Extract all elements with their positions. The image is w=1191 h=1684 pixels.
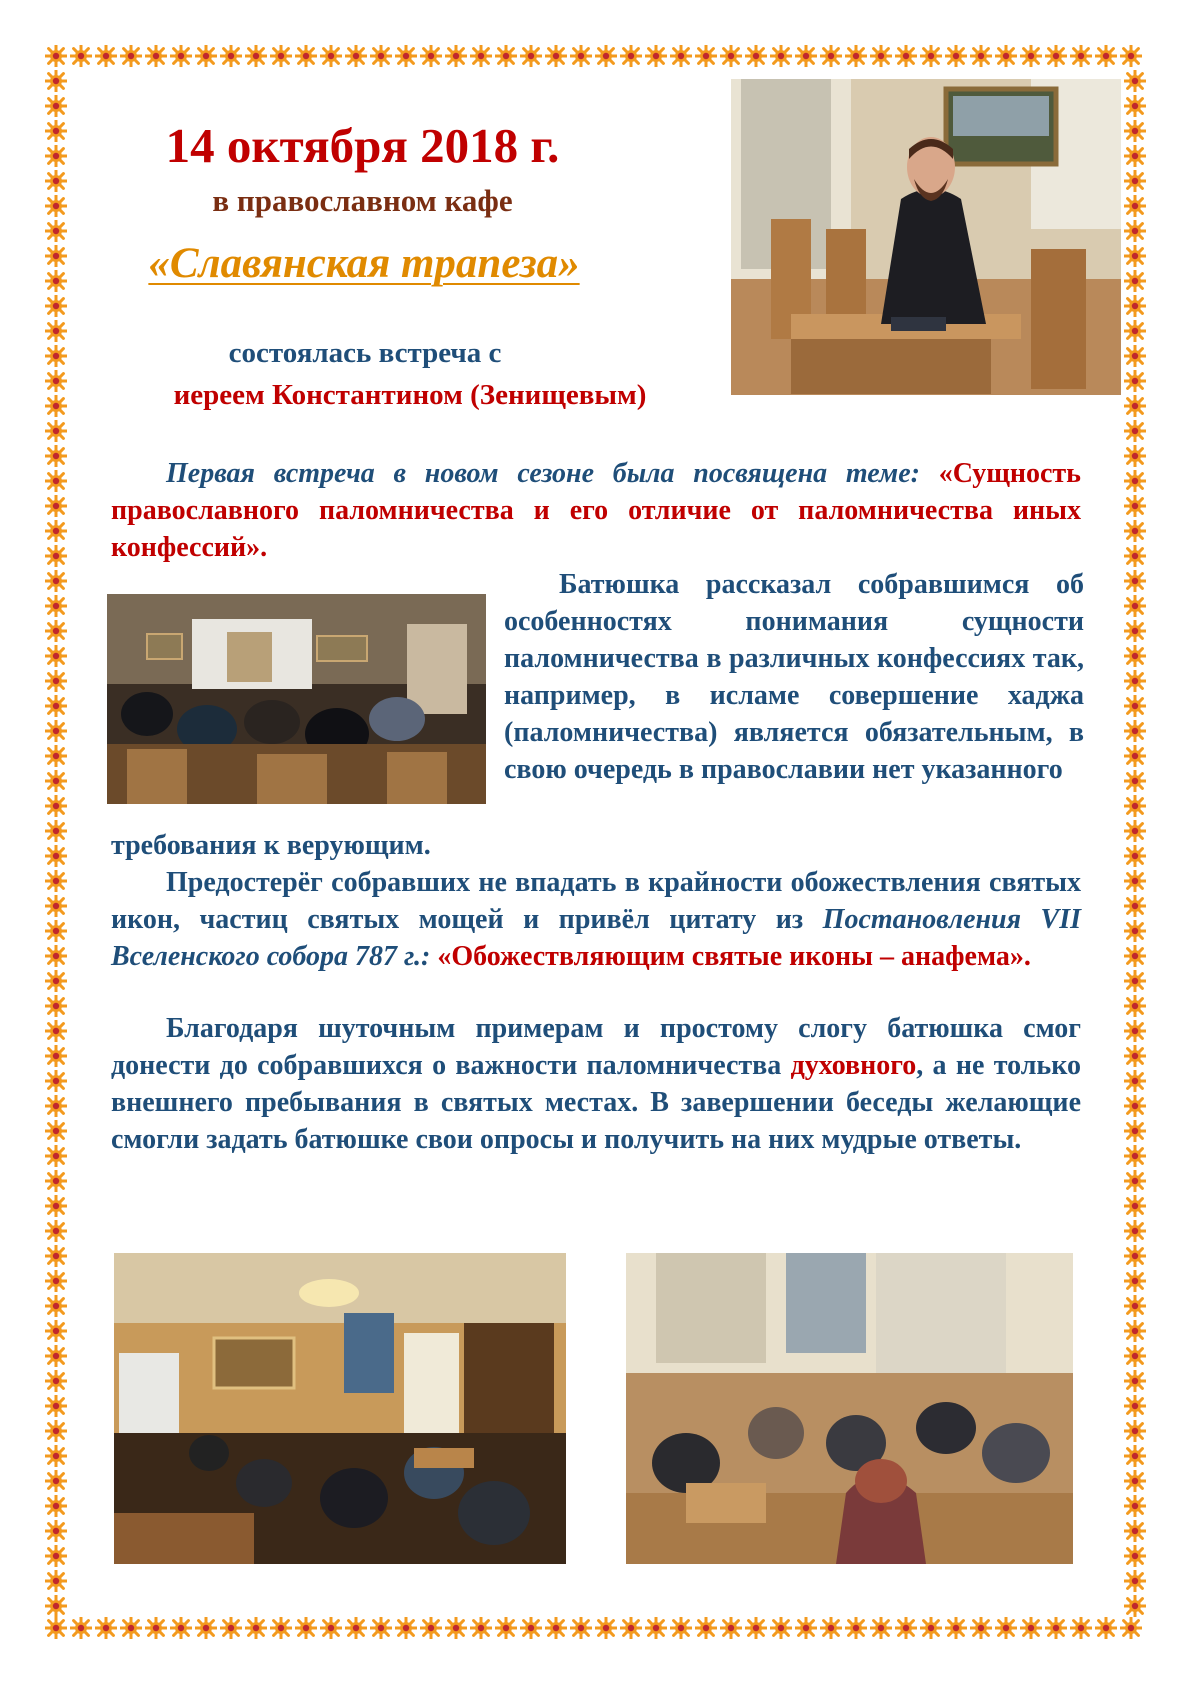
sun-ornament-icon [495, 1617, 517, 1639]
sun-ornament-icon [370, 45, 392, 67]
sun-ornament-icon [1124, 1245, 1146, 1267]
sun-ornament-icon [1095, 1617, 1117, 1639]
sun-ornament-icon [45, 1395, 67, 1417]
sun-ornament-icon [320, 1617, 342, 1639]
sun-ornament-icon [420, 45, 442, 67]
sun-ornament-icon [1124, 1370, 1146, 1392]
sun-ornament-icon [1124, 245, 1146, 267]
sun-ornament-icon [195, 1617, 217, 1639]
sun-ornament-icon [45, 1020, 67, 1042]
sun-ornament-icon [1020, 45, 1042, 67]
council-quote: «Обожествляющим святые иконы – анафема». [437, 941, 1031, 972]
sun-ornament-icon [45, 1370, 67, 1392]
sun-ornament-icon [395, 1617, 417, 1639]
sun-ornament-icon [320, 45, 342, 67]
sun-ornament-icon [270, 1617, 292, 1639]
sun-ornament-icon [45, 870, 67, 892]
sun-ornament-icon [45, 295, 67, 317]
sun-ornament-icon [820, 45, 842, 67]
venue-line: в православном кафе [212, 183, 513, 218]
sun-ornament-icon [45, 1220, 67, 1242]
sun-ornament-icon [1124, 1595, 1146, 1617]
sun-ornament-icon [495, 45, 517, 67]
sun-ornament-icon [1124, 1095, 1146, 1117]
sun-ornament-icon [1124, 170, 1146, 192]
sun-ornament-icon [1124, 370, 1146, 392]
sun-ornament-icon [120, 45, 142, 67]
sun-ornament-icon [920, 1617, 942, 1639]
sun-ornament-icon [45, 395, 67, 417]
sun-ornament-icon [995, 45, 1017, 67]
sun-ornament-icon [1070, 1617, 1092, 1639]
sun-ornament-icon [345, 45, 367, 67]
sun-ornament-icon [45, 745, 67, 767]
sun-ornament-icon [970, 1617, 992, 1639]
conclusion-end: , а не только внешнего пребывания в святых местах. В завершении беседы желающие смогли задать батюшке свои опросы и получить на них мудрые ответы. [111, 1050, 1081, 1155]
sun-ornament-icon [1124, 145, 1146, 167]
sun-ornament-icon [45, 320, 67, 342]
sun-ornament-icon [1124, 470, 1146, 492]
sun-ornament-icon [45, 920, 67, 942]
sun-ornament-icon [795, 45, 817, 67]
sun-ornament-icon [720, 1617, 742, 1639]
sun-ornament-icon [1124, 220, 1146, 242]
sun-ornament-icon [170, 1617, 192, 1639]
sun-ornament-icon [120, 1617, 142, 1639]
sun-ornament-icon [45, 195, 67, 217]
council-source: Постановления VII Вселенского собора 787 г.: [111, 904, 1082, 972]
sun-ornament-icon [295, 45, 317, 67]
hall-photo [114, 1253, 566, 1564]
sun-ornament-icon [45, 70, 67, 92]
sun-ornament-icon [45, 1617, 67, 1639]
sun-ornament-icon [45, 220, 67, 242]
spiritual-word: духовного [790, 1050, 917, 1081]
sun-ornament-icon [245, 45, 267, 67]
sun-ornament-icon [1124, 420, 1146, 442]
sun-ornament-icon [645, 1617, 667, 1639]
sun-ornament-icon [145, 1617, 167, 1639]
sun-ornament-icon [45, 570, 67, 592]
sun-ornament-icon [1045, 45, 1067, 67]
sun-ornament-icon [1120, 45, 1142, 67]
sun-ornament-icon [45, 420, 67, 442]
sun-ornament-icon [45, 1520, 67, 1542]
sun-ornament-icon [270, 45, 292, 67]
sun-ornament-icon [1120, 1617, 1142, 1639]
sun-ornament-icon [645, 45, 667, 67]
priest-photo [731, 79, 1121, 395]
sun-ornament-icon [145, 45, 167, 67]
sun-ornament-icon [1124, 1345, 1146, 1367]
sun-ornament-icon [45, 995, 67, 1017]
sun-ornament-icon [1124, 920, 1146, 942]
sun-ornament-icon [95, 45, 117, 67]
sun-ornament-icon [45, 670, 67, 692]
sun-ornament-icon [1124, 345, 1146, 367]
sun-ornament-icon [1124, 695, 1146, 717]
sun-ornament-icon [695, 1617, 717, 1639]
sun-ornament-icon [720, 45, 742, 67]
sun-ornament-icon [45, 1195, 67, 1217]
sun-ornament-icon [45, 345, 67, 367]
sun-ornament-icon [1124, 745, 1146, 767]
sun-ornament-icon [820, 1617, 842, 1639]
sun-ornament-icon [45, 470, 67, 492]
sun-ornament-icon [545, 1617, 567, 1639]
sun-ornament-icon [45, 620, 67, 642]
sun-ornament-icon [45, 945, 67, 967]
sun-ornament-icon [1124, 1270, 1146, 1292]
sun-ornament-icon [1124, 1070, 1146, 1092]
sun-ornament-icon [895, 1617, 917, 1639]
sun-ornament-icon [1124, 870, 1146, 892]
sun-ornament-icon [45, 1495, 67, 1517]
sun-ornament-icon [45, 1570, 67, 1592]
sun-ornament-icon [45, 1420, 67, 1442]
sun-ornament-icon [45, 45, 67, 67]
sun-ornament-icon [1124, 1320, 1146, 1342]
pilgrimage-text: Батюшка рассказал собравшимся об особенностях понимания сущности паломничества в различных конфессиях так, например, в исламе совершение хаджа (паломничества) является обязательным, в свою очередь в православии нет указанного [504, 569, 1084, 785]
sun-ornament-icon [1124, 445, 1146, 467]
sun-ornament-icon [1124, 645, 1146, 667]
sun-ornament-icon [670, 1617, 692, 1639]
sun-ornament-icon [45, 1345, 67, 1367]
sun-ornament-icon [1124, 1445, 1146, 1467]
sun-ornament-icon [570, 45, 592, 67]
sun-ornament-icon [1124, 1195, 1146, 1217]
sun-ornament-icon [1124, 995, 1146, 1017]
sun-ornament-icon [445, 45, 467, 67]
sun-ornament-icon [1124, 295, 1146, 317]
sun-ornament-icon [45, 895, 67, 917]
sun-ornament-icon [45, 145, 67, 167]
sun-ornament-icon [45, 1470, 67, 1492]
sun-ornament-icon [1095, 45, 1117, 67]
sun-ornament-icon [1124, 1495, 1146, 1517]
sun-ornament-icon [45, 1320, 67, 1342]
sun-ornament-icon [45, 1070, 67, 1092]
sun-ornament-icon [1124, 1220, 1146, 1242]
sun-ornament-icon [45, 645, 67, 667]
sun-ornament-icon [1124, 820, 1146, 842]
sun-ornament-icon [1124, 1470, 1146, 1492]
sun-ornament-icon [695, 45, 717, 67]
sun-ornament-icon [945, 45, 967, 67]
sun-ornament-icon [1124, 570, 1146, 592]
sun-ornament-icon [770, 1617, 792, 1639]
sun-ornament-icon [1124, 545, 1146, 567]
sun-ornament-icon [970, 45, 992, 67]
sun-ornament-icon [670, 45, 692, 67]
sun-ornament-icon [45, 845, 67, 867]
sun-ornament-icon [1124, 945, 1146, 967]
sun-ornament-icon [1124, 520, 1146, 542]
sun-ornament-icon [1124, 1020, 1146, 1042]
sun-ornament-icon [45, 170, 67, 192]
sun-ornament-icon [745, 45, 767, 67]
event-date-title: 14 октября 2018 г. [165, 118, 560, 173]
conclusion-start: Благодаря шуточным примерам и простому слогу батюшка смог донести до собравшихся о важности паломничества [111, 1013, 1081, 1081]
sun-ornament-icon [45, 495, 67, 517]
sun-ornament-icon [620, 45, 642, 67]
sun-ornament-icon [95, 1617, 117, 1639]
sun-ornament-icon [1124, 1420, 1146, 1442]
sun-ornament-icon [295, 1617, 317, 1639]
sun-ornament-icon [1124, 620, 1146, 642]
pilgrimage-tail: требования к верующим. [111, 830, 431, 861]
sun-ornament-icon [870, 45, 892, 67]
sun-ornament-icon [220, 1617, 242, 1639]
sun-ornament-icon [420, 1617, 442, 1639]
sun-ornament-icon [45, 1445, 67, 1467]
warning-paragraph [111, 864, 1081, 975]
sun-ornament-icon [45, 445, 67, 467]
sun-ornament-icon [395, 45, 417, 67]
sun-ornament-icon [1124, 1045, 1146, 1067]
priest-name: иереем Константином (Зенищевым) [173, 379, 647, 411]
sun-ornament-icon [45, 245, 67, 267]
sun-ornament-icon [45, 1545, 67, 1567]
sun-ornament-icon [345, 1617, 367, 1639]
sun-ornament-icon [745, 1617, 767, 1639]
sun-ornament-icon [45, 720, 67, 742]
sun-ornament-icon [45, 1120, 67, 1142]
sun-ornament-icon [45, 370, 67, 392]
sun-ornament-icon [1124, 1145, 1146, 1167]
sun-ornament-icon [1124, 720, 1146, 742]
sun-ornament-icon [1124, 795, 1146, 817]
sun-ornament-icon [45, 1145, 67, 1167]
sun-ornament-icon [845, 1617, 867, 1639]
sun-ornament-icon [1124, 970, 1146, 992]
sun-ornament-icon [1124, 1520, 1146, 1542]
sun-ornament-icon [1124, 1170, 1146, 1192]
sun-ornament-icon [595, 1617, 617, 1639]
sun-ornament-icon [1124, 1395, 1146, 1417]
audience-photo [626, 1253, 1073, 1564]
sun-ornament-icon [1124, 770, 1146, 792]
sun-ornament-icon [245, 1617, 267, 1639]
sun-ornament-icon [1124, 845, 1146, 867]
sun-ornament-icon [45, 770, 67, 792]
sun-ornament-icon [45, 95, 67, 117]
sun-ornament-icon [1124, 1570, 1146, 1592]
sun-ornament-icon [45, 1170, 67, 1192]
sun-ornament-icon [545, 45, 567, 67]
audience-screen-photo [107, 594, 486, 804]
sun-ornament-icon [520, 45, 542, 67]
sun-ornament-icon [1070, 45, 1092, 67]
pilgrimage-paragraph [504, 566, 1084, 788]
sun-ornament-icon [1124, 270, 1146, 292]
sun-ornament-icon [845, 45, 867, 67]
sun-ornament-icon [895, 45, 917, 67]
sun-ornament-icon [1020, 1617, 1042, 1639]
sun-ornament-icon [1124, 95, 1146, 117]
sun-ornament-icon [370, 1617, 392, 1639]
sun-ornament-icon [195, 45, 217, 67]
sun-ornament-icon [45, 545, 67, 567]
sun-ornament-icon [1124, 895, 1146, 917]
sun-ornament-icon [595, 45, 617, 67]
sun-ornament-icon [770, 45, 792, 67]
sun-ornament-icon [1045, 1617, 1067, 1639]
sun-ornament-icon [45, 820, 67, 842]
sun-ornament-icon [1124, 595, 1146, 617]
intro-paragraph [111, 455, 1081, 566]
sun-ornament-icon [795, 1617, 817, 1639]
sun-ornament-icon [220, 45, 242, 67]
sun-ornament-icon [170, 45, 192, 67]
sun-ornament-icon [1124, 670, 1146, 692]
sun-ornament-icon [45, 1595, 67, 1617]
sun-ornament-icon [45, 970, 67, 992]
sun-ornament-icon [45, 595, 67, 617]
sun-ornament-icon [45, 1295, 67, 1317]
sun-ornament-icon [45, 270, 67, 292]
sun-ornament-icon [1124, 120, 1146, 142]
sun-ornament-icon [45, 795, 67, 817]
sun-ornament-icon [45, 1095, 67, 1117]
sun-ornament-icon [70, 45, 92, 67]
sun-ornament-icon [470, 1617, 492, 1639]
sun-ornament-icon [1124, 1120, 1146, 1142]
sun-ornament-icon [70, 1617, 92, 1639]
conclusion-paragraph [111, 1010, 1081, 1158]
sun-ornament-icon [470, 45, 492, 67]
sun-ornament-icon [45, 120, 67, 142]
sun-ornament-icon [1124, 195, 1146, 217]
sun-ornament-icon [45, 1270, 67, 1292]
intro-text: Первая встреча в новом сезоне была посвящена теме: [166, 458, 920, 489]
sun-ornament-icon [1124, 495, 1146, 517]
sun-ornament-icon [570, 1617, 592, 1639]
cafe-name: «Славянская трапеза» [148, 240, 580, 287]
sun-ornament-icon [520, 1617, 542, 1639]
meeting-line: состоялась встреча с [228, 337, 502, 369]
warning-text: Предостерёг собравших не впадать в крайности обожествления святых икон, частиц святых мощей и привёл цитату из [111, 867, 1081, 935]
sun-ornament-icon [45, 520, 67, 542]
sun-ornament-icon [870, 1617, 892, 1639]
sun-ornament-icon [45, 695, 67, 717]
sun-ornament-icon [1124, 70, 1146, 92]
sun-ornament-icon [1124, 1295, 1146, 1317]
sun-ornament-icon [1124, 320, 1146, 342]
sun-ornament-icon [945, 1617, 967, 1639]
sun-ornament-icon [445, 1617, 467, 1639]
topic-quote: «Сущность православного паломничества и его отличие от паломничества иных конфессий». [111, 458, 1081, 563]
sun-ornament-icon [1124, 1545, 1146, 1567]
sun-ornament-icon [620, 1617, 642, 1639]
sun-ornament-icon [1124, 395, 1146, 417]
sun-ornament-icon [920, 45, 942, 67]
sun-ornament-icon [45, 1045, 67, 1067]
sun-ornament-icon [995, 1617, 1017, 1639]
sun-ornament-icon [45, 1245, 67, 1267]
